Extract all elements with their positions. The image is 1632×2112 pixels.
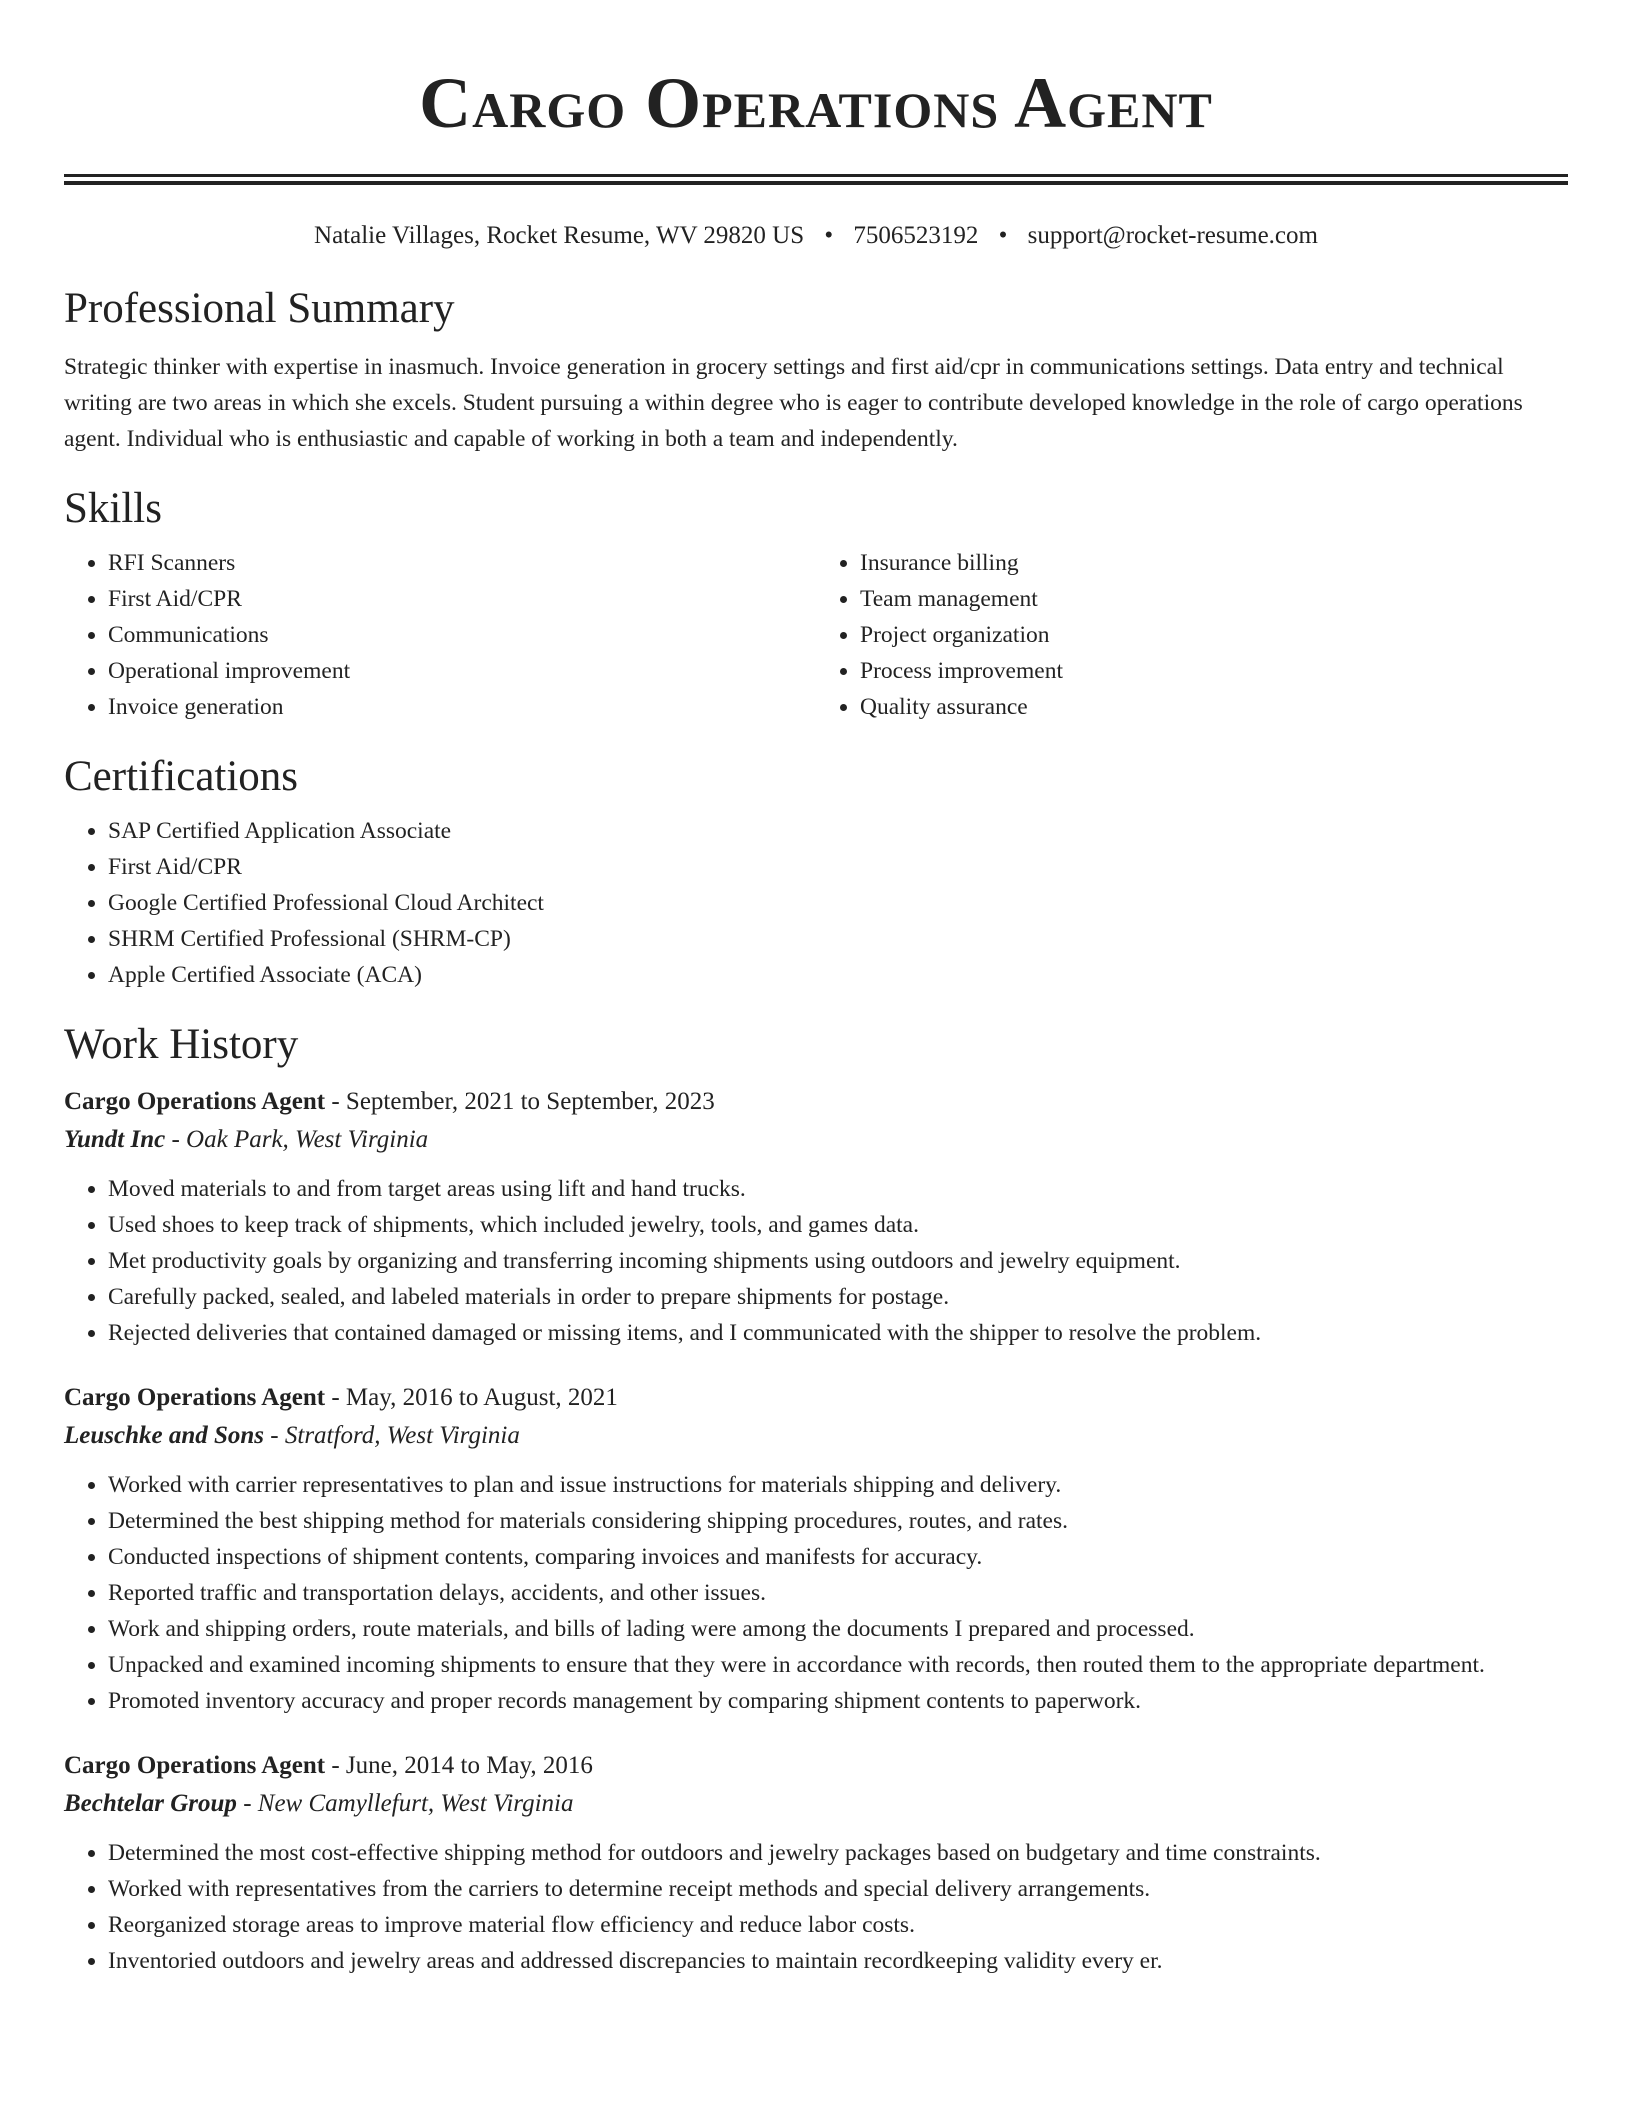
job-bullet: • Reorganized storage areas to improve material flow efficiency and reduce labor costs. (108, 1907, 1568, 1943)
skill-item: • Team management (860, 581, 1568, 617)
summary-heading: Professional Summary (64, 285, 455, 332)
bullet-separator: • (998, 222, 1008, 249)
job-dates: - September, 2021 to September, 2023 (325, 1088, 715, 1115)
job-location: - Stratford, West Virginia (264, 1422, 520, 1449)
skills-list-left (64, 545, 816, 725)
job-bullet: • Work and shipping orders, route materials, and bills of lading were among the documents I prepared and processed. (108, 1611, 1568, 1647)
job-bullet: • Reported traffic and transportation delays, accidents, and other issues. (108, 1575, 1568, 1611)
job-bullet: • Moved materials to and from target areas using lift and hand trucks. (108, 1171, 1568, 1207)
skills-heading: Skills (64, 485, 162, 532)
job-entry (64, 1083, 1568, 1351)
certification-item: • Apple Certified Associate (ACA) (108, 957, 1568, 993)
skill-item: • Process improvement (860, 653, 1568, 689)
skill-item: • Communications (108, 617, 816, 653)
job-company: Yundt Inc (64, 1126, 166, 1153)
skill-item: • Invoice generation (108, 689, 816, 725)
skill-item: • Project organization (860, 617, 1568, 653)
job-bullet: • Unpacked and examined incoming shipments to ensure that they were in accordance with records, then routed them to the appropriate department. (108, 1647, 1568, 1683)
job-entry (64, 1747, 1568, 1979)
work-history-heading: Work History (64, 1021, 299, 1068)
job-bullet: • Used shoes to keep track of shipments, which included jewelry, tools, and games data. (108, 1207, 1568, 1243)
job-company-line (64, 1417, 1568, 1455)
contact-address: Natalie Villages, Rocket Resume, WV 29820 US (314, 222, 805, 249)
certification-item: • Google Certified Professional Cloud Architect (108, 885, 1568, 921)
job-company: Bechtelar Group (64, 1790, 237, 1817)
skills-grid (64, 545, 1568, 725)
certification-item: • SHRM Certified Professional (SHRM-CP) (108, 921, 1568, 957)
skills-list-right (816, 545, 1568, 725)
job-bullet: • Rejected deliveries that contained damaged or missing items, and I communicated with the shipper to resolve the problem. (108, 1315, 1568, 1351)
job-bullet: • Carefully packed, sealed, and labeled materials in order to prepare shipments for postage. (108, 1279, 1568, 1315)
certifications-list (64, 813, 1568, 993)
job-bullet: • Met productivity goals by organizing and transferring incoming shipments using outdoors and jewelry equipment. (108, 1243, 1568, 1279)
job-bullet: • Worked with representatives from the carriers to determine receipt methods and special delivery arrangements. (108, 1871, 1568, 1907)
title-divider (64, 174, 1568, 185)
job-title-line (64, 1379, 1568, 1417)
contact-email: support@rocket-resume.com (1027, 222, 1318, 249)
job-dates: - May, 2016 to August, 2021 (325, 1384, 618, 1411)
skill-item: • Insurance billing (860, 545, 1568, 581)
page-title: Cargo Operations Agent (419, 63, 1213, 143)
skill-item: • First Aid/CPR (108, 581, 816, 617)
job-bullets (64, 1835, 1568, 1979)
job-bullet: • Determined the best shipping method for materials considering shipping procedures, routes, and rates. (108, 1503, 1568, 1539)
contact-phone: 7506523192 (853, 222, 979, 249)
skill-item: • Quality assurance (860, 689, 1568, 725)
skill-item: • Operational improvement (108, 653, 816, 689)
job-title-line (64, 1083, 1568, 1121)
job-company: Leuschke and Sons (64, 1422, 265, 1449)
job-entry (64, 1379, 1568, 1719)
job-bullets (64, 1467, 1568, 1719)
contact-line (64, 219, 1568, 253)
job-company-line (64, 1785, 1568, 1823)
job-location: - New Camyllefurt, West Virginia (236, 1790, 574, 1817)
job-title-line (64, 1747, 1568, 1785)
certification-item: • SAP Certified Application Associate (108, 813, 1568, 849)
certification-item: • First Aid/CPR (108, 849, 1568, 885)
bullet-separator: • (824, 222, 834, 249)
job-bullet: • Determined the most cost-effective shipping method for outdoors and jewelry packages based on budgetary and time constraints. (108, 1835, 1568, 1871)
job-role: Cargo Operations Agent (64, 1088, 326, 1115)
summary-text: Strategic thinker with expertise in inasmuch. Invoice generation in grocery settings and first aid/cpr in communications settings. Data entry and technical writing are two areas in which she excels. Student pursuing a within degree who is eager to contribute developed knowledge in the role of cargo operations agent. Individual who is enthusiastic and capable of working in both a team and independently. (64, 354, 1523, 452)
certifications-heading: Certifications (64, 753, 299, 800)
job-location: - Oak Park, West Virginia (165, 1126, 429, 1153)
job-bullets (64, 1171, 1568, 1351)
job-bullet: • Conducted inspections of shipment contents, comparing invoices and manifests for accuracy. (108, 1539, 1568, 1575)
job-bullet: • Promoted inventory accuracy and proper records management by comparing shipment contents to paperwork. (108, 1683, 1568, 1719)
job-bullet: • Inventoried outdoors and jewelry areas and addressed discrepancies to maintain recordkeeping validity every er. (108, 1943, 1568, 1979)
job-role: Cargo Operations Agent (64, 1384, 326, 1411)
skill-item: • RFI Scanners (108, 545, 816, 581)
job-bullet: • Worked with carrier representatives to plan and issue instructions for materials shipping and delivery. (108, 1467, 1568, 1503)
job-role: Cargo Operations Agent (64, 1752, 326, 1779)
job-dates: - June, 2014 to May, 2016 (325, 1752, 593, 1779)
job-company-line (64, 1121, 1568, 1159)
